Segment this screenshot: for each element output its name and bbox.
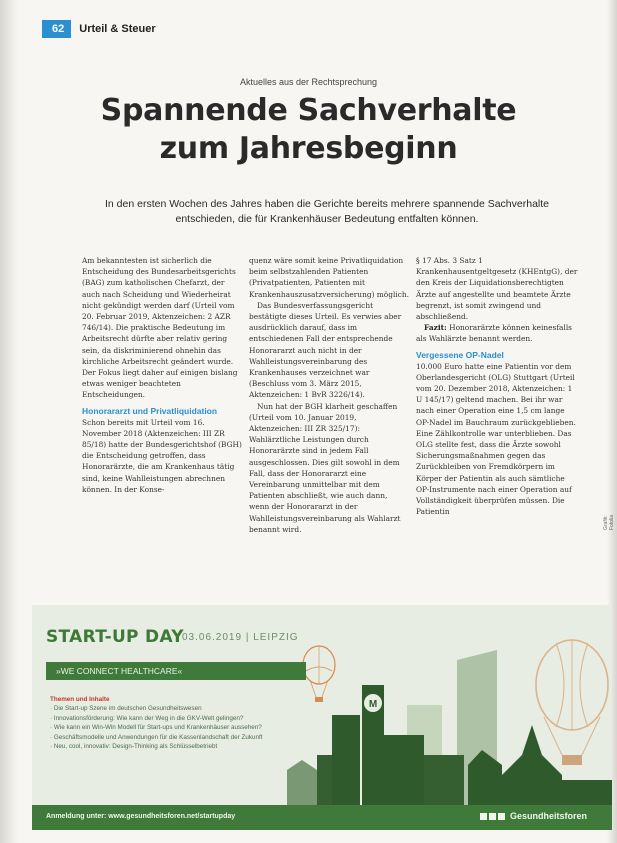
- headline: [0, 92, 617, 168]
- kicker: Aktuelles aus der Rechtsprechung: [239, 77, 378, 87]
- brand-name: Gesundheitsforen: [510, 811, 588, 821]
- photo-credit: Grafik: Fotolia: [603, 514, 615, 530]
- subheading: Vergessene OP-Nadel: [416, 349, 504, 360]
- paragraph: Nun hat der BGH klarheit geschaffen (Urteil vom 10. Januar 2019, Aktenzeichen: III ZR 325/17): Wahlärztliche Leistungen durch Honorarärzte sind in jedem Fall ausgeschlossen. Dies gilt sowohl in dem Fall, dass der Honorararzt eine Vereinbarung unmittelbar mit dem Patienten abschließt, wie auch dann, wenn der Honorararzt in der Wahlleistungsvereinbarung als Wahlarzt benannt wird.: [249, 401, 401, 534]
- page-number: 62: [42, 20, 71, 38]
- logo-square-icon: [498, 813, 505, 820]
- text-column-1: [82, 255, 242, 495]
- fazit-text: Honorarärzte können keinesfalls als Wahlärzte benannt werden.: [416, 323, 572, 344]
- logo-square-icon: [480, 813, 487, 820]
- startup-day-ad-banner[interactable]: [32, 605, 612, 830]
- hot-air-balloon-icon: [303, 646, 335, 702]
- registration-link[interactable]: Anmeldung unter: www.gesundheitsforen.net/startupday: [46, 813, 236, 820]
- text-column-2: [249, 255, 409, 535]
- running-header: [42, 19, 156, 39]
- paragraph: § 17 Abs. 3 Satz 1 Krankenhausentgeltgesetz (KHEntgG), der den Kreis der Liquidationsberechtigten Ärzte auf angestellte und beamtete Ärzte begrenzt, ist somit zwingend und abschließend.: [416, 256, 578, 322]
- fazit-label: Fazit:: [424, 323, 447, 333]
- event-slogan: »WE CONNECT HEALTHCARE«: [46, 662, 306, 680]
- topics-list: [50, 695, 320, 751]
- list-item: · Wie kann ein Win-Win Modell für Start-ups und Krankenhäuser aussehen?: [50, 723, 320, 732]
- headline-line-2: zum Jahresbeginn: [159, 131, 458, 166]
- list-item: · Neu, cool, innovativ: Design-Thinking als Schlüsselbetriebt: [50, 742, 320, 751]
- paragraph: Am bekanntesten ist sicherlich die Entscheidung des Bundesarbeitsgerichts (BAG) zum katholischen Chefarzt, der auch nach Scheidung und Wiederheirat nicht gekündigt werden darf (Urteil vom 20. Februar 2019, Aktenzeichen: 2 AZR 746/14). Die praktische Bedeutung im Arbeitsrecht dürfte aber relativ gering sein, da diskriminierend ohnehin das kirchliche Arbeitsrecht geändert wurde.: [82, 256, 236, 366]
- text-column-3: [416, 255, 580, 517]
- subheading: Honorararzt und Privatliquidation: [82, 405, 218, 416]
- paragraph: Schon bereits mit Urteil vom 16. November 2018 (Aktenzeichen: III ZR 85/18) hatte der Bundesgerichtshof (BGH) die Entscheidung getroffen, dass Honorarärzte, die am Krankenhaus tätig sind, keine Wahlleistungen abrechnen können. In der Konse-: [82, 417, 242, 494]
- lead-paragraph: In den ersten Wochen des Jahres haben die Gerichte bereits mehrere spannende Sachverhalte entschieden, die für Krankenhäuser Bedeutung entfalten können.: [105, 198, 549, 225]
- event-title: START-UP DAY: [46, 627, 184, 647]
- paragraph: quenz wäre somit keine Privatliquidation beim selbstzahlenden Patienten (Privatpatienten, Patienten mit Krankenhauszusatzversicherung) möglich.: [249, 256, 409, 299]
- logo-square-icon: [489, 813, 496, 820]
- paragraph: Der Fokus liegt daher auf einigen bislang etwas weniger beachteten Entscheidungen.: [82, 368, 238, 400]
- section-title: Urteil & Steuer: [79, 23, 156, 35]
- fazit-paragraph: [416, 322, 580, 344]
- paragraph: Das Bundesverfassungsgericht bestätigte dieses Urteil. Es verwies aber ausdrücklich darauf, dass im entschiedenen Fall der entsprechende Honorararzt auch nicht in der Wahlleistungsvereinbarung des Krankenhauses verzeichnet war (Beschluss vom 3. März 2015, Aktenzeichen: 1 BvR 3226/14).: [249, 300, 402, 400]
- gesundheitsforen-logo: [480, 811, 587, 821]
- svg-text:M: M: [368, 699, 378, 710]
- list-item: · Die Start-up Szene im deutschen Gesundheitswesen: [50, 704, 320, 713]
- topics-heading: Themen und Inhalte: [50, 696, 110, 703]
- paragraph: 10.000 Euro hatte eine Patientin vor dem Oberlandesgericht (OLG) Stuttgart (Urteil vom 20. Dezember 2018, Aktenzeichen: 1 U 145/17) geltend machen. Bei ihr war nach einer Operation eine 1,5 cm lange OP-Nadel im Bauchraum zurückgeblieben. Eine Zählkontrolle war unterblieben. Das OLG stellte fest, dass die Ärzte sowohl Sicherungsmaßnahmen gegen das Zurückbleiben von Fremdkörpern im Körper der Patientin als auch sämtliche OP-Instrumente nach einer Operation auf Vollständigkeit überprüfen müssen. Die Patientin: [416, 361, 576, 517]
- list-item: · Innovationsförderung: Wie kann der Weg in die GKV-Welt gelingen?: [50, 714, 320, 723]
- list-item: · Geschäftsmodelle und Anwendungen für die Kassenlandschaft der Zukunft: [50, 733, 320, 742]
- hot-air-balloon-icon: [536, 640, 608, 765]
- headline-line-1: Spannende Sachverhalte: [100, 93, 517, 128]
- event-date: 03.06.2019 | LEIPZIG: [182, 632, 299, 643]
